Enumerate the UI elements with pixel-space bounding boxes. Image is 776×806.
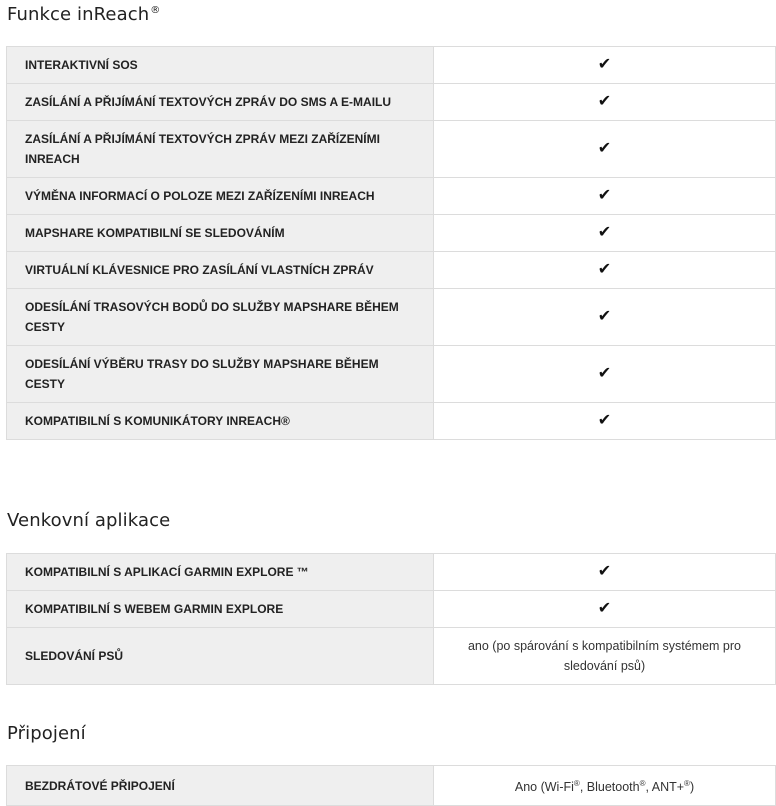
spec-label: KOMPATIBILNÍ S APLIKACÍ GARMIN EXPLORE ™ [7,554,434,591]
spec-label: KOMPATIBILNÍ S KOMUNIKÁTORY INREACH® [7,403,434,440]
spec-label: ZASÍLÁNÍ A PŘIJÍMÁNÍ TEXTOVÝCH ZPRÁV MEZI ZAŘÍZENÍMI INREACH [7,121,434,178]
spec-value-text: ano (po spárování s kompatibilním systémem pro sledování psů) [467,639,742,673]
spec-label: SLEDOVÁNÍ PSŮ [7,628,434,685]
spec-row [7,215,776,252]
spec-value [434,84,776,121]
spec-label: INTERAKTIVNÍ SOS [7,47,434,84]
spec-value [434,766,776,806]
spec-row [7,591,776,628]
spec-label: BEZDRÁTOVÉ PŘIPOJENÍ [7,766,434,806]
spec-table-inreach [6,46,776,440]
spec-label: ODESÍLÁNÍ TRASOVÝCH BODŮ DO SLUŽBY MAPSHARE BĚHEM CESTY [7,289,434,346]
checkmark-icon: ✔ [597,308,612,325]
section-title-connectivity: Připojení [7,723,86,744]
section-title-outdoor-apps: Venkovní aplikace [7,510,171,531]
spec-label: ODESÍLÁNÍ VÝBĚRU TRASY DO SLUŽBY MAPSHARE BĚHEM CESTY [7,346,434,403]
checkmark-icon: ✔ [597,187,612,204]
checkmark-icon: ✔ [597,224,612,241]
spec-row [7,47,776,84]
spec-value [434,178,776,215]
spec-table-outdoor-apps [6,553,776,685]
checkmark-icon: ✔ [597,365,612,382]
spec-row [7,403,776,440]
spec-value [434,215,776,252]
spec-value [434,628,776,685]
spec-value [434,121,776,178]
spec-value-text: Ano (Wi-Fi®, Bluetooth®, ANT+®) [514,779,695,795]
checkmark-icon: ✔ [597,140,612,157]
spec-value [434,346,776,403]
spec-label: VÝMĚNA INFORMACÍ O POLOZE MEZI ZAŘÍZENÍMI INREACH [7,178,434,215]
spec-row [7,121,776,178]
checkmark-icon: ✔ [597,563,612,580]
spec-row [7,252,776,289]
checkmark-icon: ✔ [597,600,612,617]
spec-value [434,403,776,440]
spec-row [7,346,776,403]
checkmark-icon: ✔ [597,412,612,429]
section-title-inreach: Funkce inReach® [7,4,161,25]
checkmark-icon: ✔ [597,261,612,278]
spec-row [7,554,776,591]
spec-label: MAPSHARE KOMPATIBILNÍ SE SLEDOVÁNÍM [7,215,434,252]
spec-label: ZASÍLÁNÍ A PŘIJÍMÁNÍ TEXTOVÝCH ZPRÁV DO SMS A E-MAILU [7,84,434,121]
spec-value [434,591,776,628]
spec-value [434,554,776,591]
spec-table-connectivity [6,765,776,806]
spec-row [7,84,776,121]
spec-row [7,289,776,346]
spec-value [434,289,776,346]
checkmark-icon: ✔ [597,93,612,110]
spec-value [434,252,776,289]
checkmark-icon: ✔ [597,56,612,73]
spec-label: VIRTUÁLNÍ KLÁVESNICE PRO ZASÍLÁNÍ VLASTNÍCH ZPRÁV [7,252,434,289]
spec-row [7,766,776,806]
spec-row [7,628,776,685]
spec-value [434,47,776,84]
spec-row [7,178,776,215]
spec-label: KOMPATIBILNÍ S WEBEM GARMIN EXPLORE [7,591,434,628]
